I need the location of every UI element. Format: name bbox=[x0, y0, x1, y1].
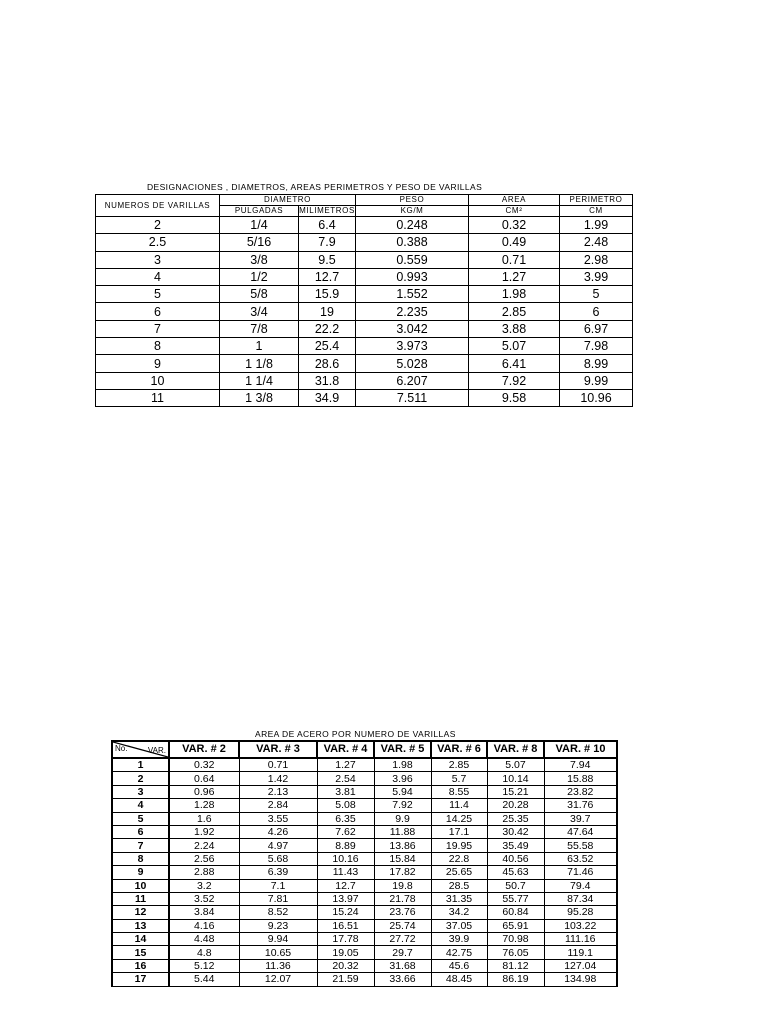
steel-area-cell: 33.66 bbox=[374, 973, 431, 986]
milimetros-cell: 25.4 bbox=[299, 338, 356, 355]
perimetro-cell: 7.98 bbox=[560, 338, 633, 355]
steel-area-cell: 45.63 bbox=[487, 866, 544, 879]
steel-area-cell: 5.44 bbox=[169, 973, 239, 986]
steel-area-cell: 79.4 bbox=[544, 879, 617, 892]
header-var-column: VAR. # 4 bbox=[317, 741, 374, 758]
steel-area-cell: 5.12 bbox=[169, 959, 239, 972]
perimetro-cell: 5 bbox=[560, 286, 633, 303]
steel-area-cell: 81.12 bbox=[487, 959, 544, 972]
steel-area-cell: 3.81 bbox=[317, 785, 374, 798]
steel-area-cell: 12.7 bbox=[317, 879, 374, 892]
steel-area-cell: 42.75 bbox=[431, 946, 487, 959]
steel-area-cell: 95.28 bbox=[544, 906, 617, 919]
header-var-column: VAR. # 10 bbox=[544, 741, 617, 758]
steel-area-cell: 6.39 bbox=[239, 866, 317, 879]
table1-row bbox=[96, 251, 633, 268]
row-number-cell: 7 bbox=[112, 839, 169, 852]
area-cell: 1.98 bbox=[469, 286, 560, 303]
numero-cell: 2.5 bbox=[96, 234, 220, 251]
header-milimetros: MILIMETROS bbox=[299, 206, 355, 215]
table2-row bbox=[112, 919, 617, 932]
milimetros-cell: 22.2 bbox=[299, 320, 356, 337]
steel-area-cell: 134.98 bbox=[544, 973, 617, 986]
steel-area-cell: 2.54 bbox=[317, 772, 374, 785]
numero-cell: 10 bbox=[96, 372, 220, 389]
perimetro-cell: 1.99 bbox=[560, 217, 633, 234]
steel-area-cell: 11.4 bbox=[431, 799, 487, 812]
row-number-cell: 11 bbox=[112, 892, 169, 905]
table1-row bbox=[96, 355, 633, 372]
peso-cell: 0.993 bbox=[356, 268, 469, 285]
perimetro-cell: 8.99 bbox=[560, 355, 633, 372]
row-number-cell: 3 bbox=[112, 785, 169, 798]
numero-cell: 6 bbox=[96, 303, 220, 320]
steel-area-cell: 50.7 bbox=[487, 879, 544, 892]
table2-title: AREA DE ACERO POR NUMERO DE VARILLAS bbox=[255, 729, 456, 739]
steel-area-cell: 87.34 bbox=[544, 892, 617, 905]
steel-area-cell: 65.91 bbox=[487, 919, 544, 932]
pulgadas-cell: 1/4 bbox=[220, 217, 299, 234]
steel-area-table bbox=[111, 740, 618, 987]
peso-cell: 0.248 bbox=[356, 217, 469, 234]
header-var-column: VAR. # 8 bbox=[487, 741, 544, 758]
row-number-cell: 5 bbox=[112, 812, 169, 825]
steel-area-cell: 3.96 bbox=[374, 772, 431, 785]
milimetros-cell: 7.9 bbox=[299, 234, 356, 251]
pulgadas-cell: 5/16 bbox=[220, 234, 299, 251]
steel-area-cell: 39.9 bbox=[431, 933, 487, 946]
steel-area-cell: 0.32 bbox=[169, 758, 239, 772]
pulgadas-cell: 1 3/8 bbox=[220, 389, 299, 406]
pulgadas-cell: 1 1/8 bbox=[220, 355, 299, 372]
perimetro-cell: 6.97 bbox=[560, 320, 633, 337]
header-var-column: VAR. # 6 bbox=[431, 741, 487, 758]
steel-area-cell: 0.64 bbox=[169, 772, 239, 785]
steel-area-cell: 15.21 bbox=[487, 785, 544, 798]
pulgadas-cell: 1/2 bbox=[220, 268, 299, 285]
steel-area-cell: 4.26 bbox=[239, 825, 317, 838]
steel-area-cell: 3.52 bbox=[169, 892, 239, 905]
steel-area-cell: 4.97 bbox=[239, 839, 317, 852]
table2-row bbox=[112, 906, 617, 919]
numero-cell: 2 bbox=[96, 217, 220, 234]
milimetros-cell: 19 bbox=[299, 303, 356, 320]
steel-area-cell: 9.94 bbox=[239, 933, 317, 946]
steel-area-cell: 35.49 bbox=[487, 839, 544, 852]
steel-area-cell: 15.88 bbox=[544, 772, 617, 785]
row-number-cell: 2 bbox=[112, 772, 169, 785]
table2-row bbox=[112, 879, 617, 892]
steel-area-cell: 60.84 bbox=[487, 906, 544, 919]
steel-area-cell: 27.72 bbox=[374, 933, 431, 946]
peso-cell: 7.511 bbox=[356, 389, 469, 406]
steel-area-cell: 63.52 bbox=[544, 852, 617, 865]
area-cell: 0.49 bbox=[469, 234, 560, 251]
table2-row bbox=[112, 852, 617, 865]
peso-cell: 0.559 bbox=[356, 251, 469, 268]
steel-area-cell: 3.55 bbox=[239, 812, 317, 825]
rebar-designation-table bbox=[95, 194, 633, 407]
header-var-column: VAR. # 5 bbox=[374, 741, 431, 758]
steel-area-cell: 48.45 bbox=[431, 973, 487, 986]
table2-row bbox=[112, 933, 617, 946]
area-cell: 7.92 bbox=[469, 372, 560, 389]
steel-area-cell: 10.65 bbox=[239, 946, 317, 959]
steel-area-cell: 9.23 bbox=[239, 919, 317, 932]
table2-row bbox=[112, 785, 617, 798]
perimetro-cell: 2.48 bbox=[560, 234, 633, 251]
table1-row bbox=[96, 286, 633, 303]
pulgadas-cell: 1 bbox=[220, 338, 299, 355]
steel-area-cell: 2.84 bbox=[239, 799, 317, 812]
steel-area-cell: 14.25 bbox=[431, 812, 487, 825]
pulgadas-cell: 1 1/4 bbox=[220, 372, 299, 389]
steel-area-cell: 1.98 bbox=[374, 758, 431, 772]
header-peso: PESO bbox=[356, 195, 469, 206]
steel-area-cell: 34.2 bbox=[431, 906, 487, 919]
steel-area-cell: 19.95 bbox=[431, 839, 487, 852]
area-cell: 0.71 bbox=[469, 251, 560, 268]
steel-area-cell: 19.8 bbox=[374, 879, 431, 892]
steel-area-cell: 7.62 bbox=[317, 825, 374, 838]
area-cell: 3.88 bbox=[469, 320, 560, 337]
steel-area-cell: 31.35 bbox=[431, 892, 487, 905]
table2-row bbox=[112, 959, 617, 972]
table2-row bbox=[112, 758, 617, 772]
table2-row bbox=[112, 866, 617, 879]
header-area: AREA bbox=[469, 195, 560, 206]
peso-cell: 3.042 bbox=[356, 320, 469, 337]
steel-area-cell: 20.32 bbox=[317, 959, 374, 972]
steel-area-cell: 55.77 bbox=[487, 892, 544, 905]
header-perimetro-unit: CM bbox=[560, 206, 633, 217]
table2-row bbox=[112, 973, 617, 986]
steel-area-cell: 19.05 bbox=[317, 946, 374, 959]
steel-area-cell: 17.78 bbox=[317, 933, 374, 946]
steel-area-cell: 7.94 bbox=[544, 758, 617, 772]
table1-header-row bbox=[96, 195, 633, 206]
table2-row bbox=[112, 839, 617, 852]
steel-area-cell: 8.52 bbox=[239, 906, 317, 919]
perimetro-cell: 2.98 bbox=[560, 251, 633, 268]
corner-label-var: VAR. bbox=[147, 746, 166, 755]
table2-row bbox=[112, 946, 617, 959]
steel-area-cell: 6.35 bbox=[317, 812, 374, 825]
area-cell: 1.27 bbox=[469, 268, 560, 285]
steel-area-cell: 40.56 bbox=[487, 852, 544, 865]
steel-area-cell: 7.1 bbox=[239, 879, 317, 892]
pulgadas-cell: 7/8 bbox=[220, 320, 299, 337]
table1-row bbox=[96, 389, 633, 406]
steel-area-cell: 23.76 bbox=[374, 906, 431, 919]
steel-area-cell: 13.97 bbox=[317, 892, 374, 905]
table2-row bbox=[112, 892, 617, 905]
perimetro-cell: 3.99 bbox=[560, 268, 633, 285]
steel-area-cell: 86.19 bbox=[487, 973, 544, 986]
numero-cell: 3 bbox=[96, 251, 220, 268]
peso-cell: 3.973 bbox=[356, 338, 469, 355]
steel-area-cell: 39.7 bbox=[544, 812, 617, 825]
area-cell: 0.32 bbox=[469, 217, 560, 234]
perimetro-cell: 6 bbox=[560, 303, 633, 320]
numero-cell: 9 bbox=[96, 355, 220, 372]
header-diametro: DIAMETRO bbox=[220, 195, 356, 206]
steel-area-cell: 7.92 bbox=[374, 799, 431, 812]
row-number-cell: 4 bbox=[112, 799, 169, 812]
steel-area-cell: 21.78 bbox=[374, 892, 431, 905]
table2-row bbox=[112, 825, 617, 838]
steel-area-cell: 5.7 bbox=[431, 772, 487, 785]
steel-area-cell: 5.94 bbox=[374, 785, 431, 798]
steel-area-cell: 11.43 bbox=[317, 866, 374, 879]
peso-cell: 1.552 bbox=[356, 286, 469, 303]
steel-area-cell: 25.74 bbox=[374, 919, 431, 932]
steel-area-cell: 15.84 bbox=[374, 852, 431, 865]
table1-row bbox=[96, 338, 633, 355]
steel-area-cell: 30.42 bbox=[487, 825, 544, 838]
steel-area-cell: 1.6 bbox=[169, 812, 239, 825]
row-number-cell: 14 bbox=[112, 933, 169, 946]
steel-area-cell: 25.65 bbox=[431, 866, 487, 879]
steel-area-cell: 15.24 bbox=[317, 906, 374, 919]
steel-area-cell: 2.88 bbox=[169, 866, 239, 879]
steel-area-cell: 4.48 bbox=[169, 933, 239, 946]
milimetros-cell: 34.9 bbox=[299, 389, 356, 406]
steel-area-cell: 22.8 bbox=[431, 852, 487, 865]
steel-area-cell: 47.64 bbox=[544, 825, 617, 838]
table1-row bbox=[96, 303, 633, 320]
steel-area-cell: 16.51 bbox=[317, 919, 374, 932]
milimetros-cell: 28.6 bbox=[299, 355, 356, 372]
steel-area-cell: 1.27 bbox=[317, 758, 374, 772]
steel-area-cell: 1.42 bbox=[239, 772, 317, 785]
perimetro-cell: 9.99 bbox=[560, 372, 633, 389]
steel-area-cell: 70.98 bbox=[487, 933, 544, 946]
steel-area-cell: 10.14 bbox=[487, 772, 544, 785]
milimetros-cell: 6.4 bbox=[299, 217, 356, 234]
steel-area-cell: 119.1 bbox=[544, 946, 617, 959]
steel-area-cell: 31.76 bbox=[544, 799, 617, 812]
milimetros-cell: 31.8 bbox=[299, 372, 356, 389]
steel-area-cell: 2.13 bbox=[239, 785, 317, 798]
table2-row bbox=[112, 812, 617, 825]
steel-area-cell: 20.28 bbox=[487, 799, 544, 812]
steel-area-cell: 71.46 bbox=[544, 866, 617, 879]
header-area-unit: CM² bbox=[469, 206, 560, 217]
table1-title: DESIGNACIONES , DIAMETROS, AREAS PERIMETROS Y PESO DE VARILLAS bbox=[147, 182, 483, 192]
steel-area-cell: 1.28 bbox=[169, 799, 239, 812]
table2-header-row bbox=[112, 741, 617, 758]
steel-area-cell: 76.05 bbox=[487, 946, 544, 959]
steel-area-cell: 29.7 bbox=[374, 946, 431, 959]
table2-row bbox=[112, 772, 617, 785]
header-corner-cell bbox=[112, 741, 169, 758]
row-number-cell: 17 bbox=[112, 973, 169, 986]
peso-cell: 5.028 bbox=[356, 355, 469, 372]
steel-area-cell: 11.36 bbox=[239, 959, 317, 972]
table1-row bbox=[96, 268, 633, 285]
area-cell: 6.41 bbox=[469, 355, 560, 372]
table1-row bbox=[96, 234, 633, 251]
steel-area-cell: 12.07 bbox=[239, 973, 317, 986]
numero-cell: 11 bbox=[96, 389, 220, 406]
row-number-cell: 8 bbox=[112, 852, 169, 865]
steel-area-cell: 3.2 bbox=[169, 879, 239, 892]
steel-area-cell: 13.86 bbox=[374, 839, 431, 852]
steel-area-cell: 5.07 bbox=[487, 758, 544, 772]
steel-area-cell: 2.85 bbox=[431, 758, 487, 772]
milimetros-cell: 9.5 bbox=[299, 251, 356, 268]
steel-area-cell: 25.35 bbox=[487, 812, 544, 825]
pulgadas-cell: 3/8 bbox=[220, 251, 299, 268]
steel-area-cell: 31.68 bbox=[374, 959, 431, 972]
steel-area-cell: 127.04 bbox=[544, 959, 617, 972]
perimetro-cell: 10.96 bbox=[560, 389, 633, 406]
steel-area-cell: 2.56 bbox=[169, 852, 239, 865]
table1-row bbox=[96, 217, 633, 234]
steel-area-cell: 0.71 bbox=[239, 758, 317, 772]
numero-cell: 7 bbox=[96, 320, 220, 337]
steel-area-cell: 8.89 bbox=[317, 839, 374, 852]
steel-area-cell: 5.68 bbox=[239, 852, 317, 865]
pulgadas-cell: 3/4 bbox=[220, 303, 299, 320]
area-cell: 9.58 bbox=[469, 389, 560, 406]
header-perimetro: PERIMETRO bbox=[560, 195, 633, 206]
row-number-cell: 15 bbox=[112, 946, 169, 959]
header-var-column: VAR. # 2 bbox=[169, 741, 239, 758]
steel-area-cell: 1.92 bbox=[169, 825, 239, 838]
steel-area-cell: 8.55 bbox=[431, 785, 487, 798]
steel-area-cell: 2.24 bbox=[169, 839, 239, 852]
steel-area-cell: 23.82 bbox=[544, 785, 617, 798]
numero-cell: 8 bbox=[96, 338, 220, 355]
header-peso-unit: KG/M bbox=[356, 206, 469, 217]
steel-area-cell: 4.8 bbox=[169, 946, 239, 959]
row-number-cell: 12 bbox=[112, 906, 169, 919]
milimetros-cell: 15.9 bbox=[299, 286, 356, 303]
row-number-cell: 1 bbox=[112, 758, 169, 772]
row-number-cell: 13 bbox=[112, 919, 169, 932]
peso-cell: 6.207 bbox=[356, 372, 469, 389]
area-cell: 5.07 bbox=[469, 338, 560, 355]
steel-area-cell: 0.96 bbox=[169, 785, 239, 798]
row-number-cell: 6 bbox=[112, 825, 169, 838]
steel-area-cell: 4.16 bbox=[169, 919, 239, 932]
header-numeros-de-varillas: NUMEROS DE VARILLAS bbox=[96, 195, 220, 217]
steel-area-cell: 45.6 bbox=[431, 959, 487, 972]
table1-row bbox=[96, 372, 633, 389]
peso-cell: 2.235 bbox=[356, 303, 469, 320]
row-number-cell: 9 bbox=[112, 866, 169, 879]
steel-area-cell: 55.58 bbox=[544, 839, 617, 852]
table2-row bbox=[112, 799, 617, 812]
steel-area-cell: 9.9 bbox=[374, 812, 431, 825]
row-number-cell: 16 bbox=[112, 959, 169, 972]
area-cell: 2.85 bbox=[469, 303, 560, 320]
steel-area-cell: 111.16 bbox=[544, 933, 617, 946]
steel-area-cell: 17.82 bbox=[374, 866, 431, 879]
steel-area-cell: 11.88 bbox=[374, 825, 431, 838]
table1-row bbox=[96, 320, 633, 337]
pulgadas-cell: 5/8 bbox=[220, 286, 299, 303]
steel-area-cell: 21.59 bbox=[317, 973, 374, 986]
corner-label-no: No. bbox=[115, 744, 128, 753]
steel-area-cell: 7.81 bbox=[239, 892, 317, 905]
milimetros-cell: 12.7 bbox=[299, 268, 356, 285]
steel-area-cell: 5.08 bbox=[317, 799, 374, 812]
numero-cell: 5 bbox=[96, 286, 220, 303]
steel-area-cell: 10.16 bbox=[317, 852, 374, 865]
steel-area-cell: 28.5 bbox=[431, 879, 487, 892]
header-var-column: VAR. # 3 bbox=[239, 741, 317, 758]
numero-cell: 4 bbox=[96, 268, 220, 285]
peso-cell: 0.388 bbox=[356, 234, 469, 251]
steel-area-cell: 17.1 bbox=[431, 825, 487, 838]
steel-area-cell: 103.22 bbox=[544, 919, 617, 932]
steel-area-cell: 3.84 bbox=[169, 906, 239, 919]
steel-area-cell: 37.05 bbox=[431, 919, 487, 932]
row-number-cell: 10 bbox=[112, 879, 169, 892]
header-pulgadas: PULGADAS bbox=[220, 206, 299, 217]
